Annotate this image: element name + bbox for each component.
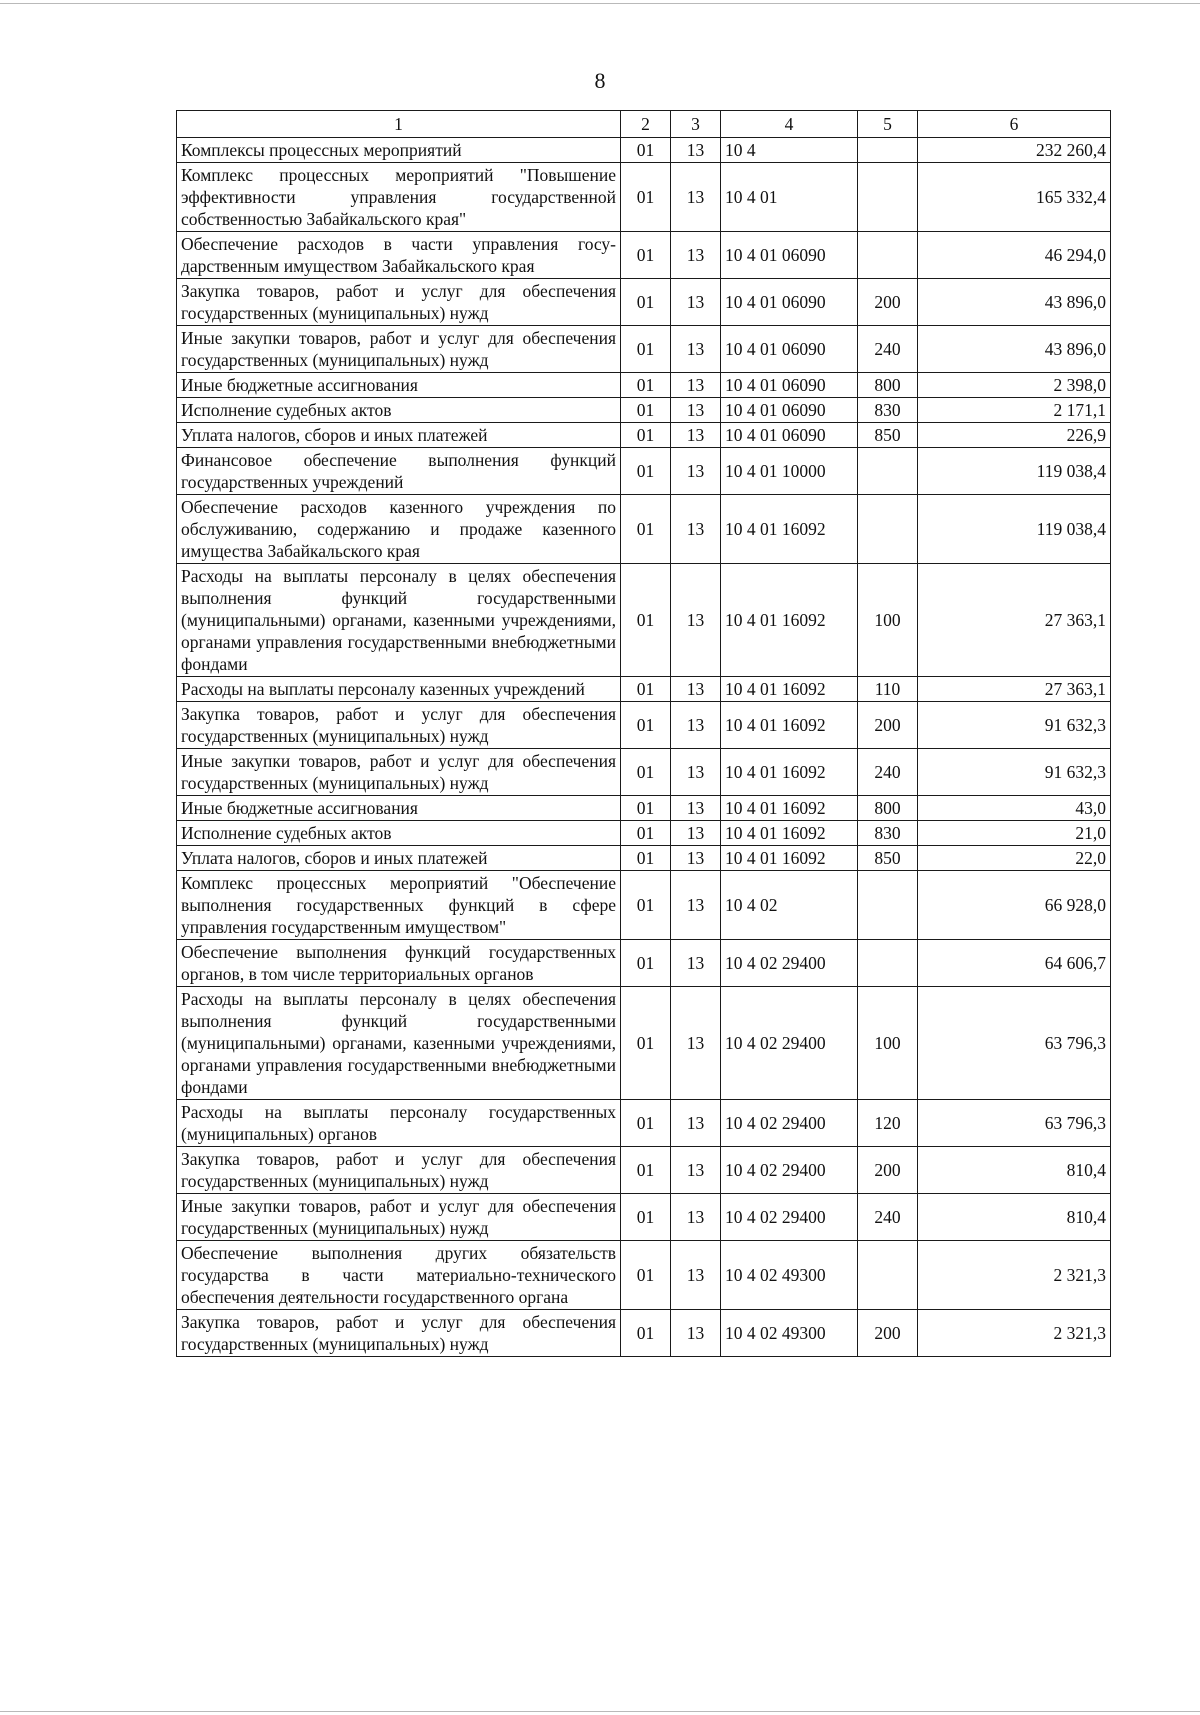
row-amount: 43 896,0 <box>918 279 1111 326</box>
row-target-article: 10 4 01 06090 <box>721 326 858 373</box>
row-description: Закупка товаров, работ и услуг для обеспечения государственных (муниципальных) нужд <box>177 702 621 749</box>
row-section-code: 01 <box>621 677 671 702</box>
table-row <box>177 495 1111 564</box>
row-description: Иные закупки товаров, работ и услуг для обеспечения государственных (муниципальных) нужд <box>177 749 621 796</box>
row-target-article: 10 4 01 16092 <box>721 564 858 677</box>
row-description: Уплата налогов, сборов и иных платежей <box>177 423 621 448</box>
row-section-code: 01 <box>621 138 671 163</box>
row-expense-type: 200 <box>858 279 918 326</box>
row-description: Финансовое обеспечение выполнения функций государственных учреждений <box>177 448 621 495</box>
row-description: Закупка товаров, работ и услуг для обеспечения государственных (муниципальных) нужд <box>177 1147 621 1194</box>
row-amount: 2 171,1 <box>918 398 1111 423</box>
row-target-article: 10 4 02 49300 <box>721 1241 858 1310</box>
row-amount: 119 038,4 <box>918 448 1111 495</box>
row-expense-type <box>858 1241 918 1310</box>
row-section-code: 01 <box>621 564 671 677</box>
row-subsection-code: 13 <box>671 163 721 232</box>
table-row <box>177 987 1111 1100</box>
table-row <box>177 940 1111 987</box>
table-row <box>177 448 1111 495</box>
row-description: Иные закупки товаров, работ и услуг для обеспечения государственных (муниципальных) нужд <box>177 326 621 373</box>
row-subsection-code: 13 <box>671 232 721 279</box>
table-row <box>177 1147 1111 1194</box>
header-col-2: 2 <box>621 111 671 138</box>
row-target-article: 10 4 01 16092 <box>721 846 858 871</box>
row-section-code: 01 <box>621 1241 671 1310</box>
row-amount: 27 363,1 <box>918 564 1111 677</box>
row-amount: 66 928,0 <box>918 871 1111 940</box>
row-description: Комплексы процессных мероприятий <box>177 138 621 163</box>
row-description: Комплекс процессных мероприятий "Повышение эффективности управления государственной собственностью Забайкальского края" <box>177 163 621 232</box>
row-description: Расходы на выплаты персоналу государственных (муниципальных) органов <box>177 1100 621 1147</box>
table-row <box>177 1241 1111 1310</box>
row-target-article: 10 4 01 16092 <box>721 677 858 702</box>
row-target-article: 10 4 01 06090 <box>721 232 858 279</box>
row-expense-type: 830 <box>858 398 918 423</box>
row-expense-type: 200 <box>858 1147 918 1194</box>
row-description: Расходы на выплаты персоналу в целях обеспечения выполнения функций государственными (муниципальными) органами, казенными учреждениями, органами управления государственными внебюджетными фондами <box>177 987 621 1100</box>
row-description: Обеспечение выполнения других обязательств государства в части материально-технического обеспечения деятельности государственного органа <box>177 1241 621 1310</box>
row-expense-type: 850 <box>858 423 918 448</box>
row-description: Обеспечение расходов в части управления государственным имуществом Забайкальского края <box>177 232 621 279</box>
row-description: Иные закупки товаров, работ и услуг для обеспечения государственных (муниципальных) нужд <box>177 1194 621 1241</box>
row-amount: 21,0 <box>918 821 1111 846</box>
row-section-code: 01 <box>621 163 671 232</box>
row-target-article: 10 4 02 29400 <box>721 940 858 987</box>
row-expense-type: 200 <box>858 702 918 749</box>
row-target-article: 10 4 02 29400 <box>721 1147 858 1194</box>
table-row <box>177 871 1111 940</box>
table-row <box>177 138 1111 163</box>
row-section-code: 01 <box>621 1147 671 1194</box>
row-subsection-code: 13 <box>671 279 721 326</box>
row-section-code: 01 <box>621 846 671 871</box>
row-expense-type: 800 <box>858 373 918 398</box>
row-expense-type <box>858 871 918 940</box>
row-expense-type: 240 <box>858 326 918 373</box>
row-expense-type <box>858 232 918 279</box>
row-target-article: 10 4 01 06090 <box>721 398 858 423</box>
row-subsection-code: 13 <box>671 564 721 677</box>
row-amount: 165 332,4 <box>918 163 1111 232</box>
row-expense-type <box>858 448 918 495</box>
row-target-article: 10 4 01 16092 <box>721 796 858 821</box>
row-target-article: 10 4 02 49300 <box>721 1310 858 1357</box>
row-description: Комплекс процессных мероприятий "Обеспечение выполнения государственных функций в сфере управления государственным имуществом" <box>177 871 621 940</box>
row-section-code: 01 <box>621 987 671 1100</box>
header-col-6: 6 <box>918 111 1111 138</box>
row-expense-type: 200 <box>858 1310 918 1357</box>
header-col-5: 5 <box>858 111 918 138</box>
row-amount: 91 632,3 <box>918 749 1111 796</box>
row-amount: 810,4 <box>918 1194 1111 1241</box>
table-row <box>177 796 1111 821</box>
table-row <box>177 232 1111 279</box>
table-row <box>177 702 1111 749</box>
row-amount: 119 038,4 <box>918 495 1111 564</box>
row-subsection-code: 13 <box>671 846 721 871</box>
table-header <box>177 111 1111 138</box>
scan-edge-top <box>0 3 1200 4</box>
scan-edge-bottom <box>0 1711 1200 1712</box>
row-target-article: 10 4 01 16092 <box>721 821 858 846</box>
row-target-article: 10 4 02 29400 <box>721 1194 858 1241</box>
table-row <box>177 423 1111 448</box>
row-amount: 63 796,3 <box>918 987 1111 1100</box>
row-target-article: 10 4 02 29400 <box>721 1100 858 1147</box>
row-amount: 91 632,3 <box>918 702 1111 749</box>
row-target-article: 10 4 01 06090 <box>721 279 858 326</box>
row-subsection-code: 13 <box>671 1310 721 1357</box>
row-expense-type: 100 <box>858 564 918 677</box>
row-description: Исполнение судебных актов <box>177 821 621 846</box>
row-amount: 63 796,3 <box>918 1100 1111 1147</box>
row-subsection-code: 13 <box>671 987 721 1100</box>
budget-table <box>176 110 1111 1357</box>
row-expense-type <box>858 138 918 163</box>
table-row <box>177 846 1111 871</box>
row-amount: 810,4 <box>918 1147 1111 1194</box>
row-target-article: 10 4 <box>721 138 858 163</box>
row-subsection-code: 13 <box>671 749 721 796</box>
table-row <box>177 279 1111 326</box>
row-section-code: 01 <box>621 1100 671 1147</box>
row-subsection-code: 13 <box>671 398 721 423</box>
row-subsection-code: 13 <box>671 495 721 564</box>
header-row <box>177 111 1111 138</box>
header-col-3: 3 <box>671 111 721 138</box>
row-subsection-code: 13 <box>671 677 721 702</box>
row-subsection-code: 13 <box>671 871 721 940</box>
table-row <box>177 749 1111 796</box>
row-expense-type: 120 <box>858 1100 918 1147</box>
row-target-article: 10 4 02 <box>721 871 858 940</box>
row-subsection-code: 13 <box>671 138 721 163</box>
header-col-1: 1 <box>177 111 621 138</box>
row-section-code: 01 <box>621 1194 671 1241</box>
row-subsection-code: 13 <box>671 326 721 373</box>
row-description: Закупка товаров, работ и услуг для обеспечения государственных (муниципальных) нужд <box>177 279 621 326</box>
row-section-code: 01 <box>621 940 671 987</box>
page-number: 8 <box>594 68 606 93</box>
row-target-article: 10 4 01 <box>721 163 858 232</box>
row-section-code: 01 <box>621 796 671 821</box>
table-row <box>177 1194 1111 1241</box>
row-section-code: 01 <box>621 871 671 940</box>
row-expense-type: 240 <box>858 1194 918 1241</box>
row-expense-type: 850 <box>858 846 918 871</box>
row-subsection-code: 13 <box>671 796 721 821</box>
row-description: Расходы на выплаты персоналу в целях обеспечения выполнения функций государственными (муниципальными) органами, казенными учреждениями, органами управления государственными внебюджетными фондами <box>177 564 621 677</box>
row-amount: 43,0 <box>918 796 1111 821</box>
table-row <box>177 564 1111 677</box>
table-row <box>177 373 1111 398</box>
row-expense-type: 100 <box>858 987 918 1100</box>
row-amount: 226,9 <box>918 423 1111 448</box>
table-row <box>177 1100 1111 1147</box>
row-description: Уплата налогов, сборов и иных платежей <box>177 846 621 871</box>
table-row <box>177 326 1111 373</box>
table-row <box>177 1310 1111 1357</box>
row-description: Иные бюджетные ассигнования <box>177 796 621 821</box>
row-target-article: 10 4 01 16092 <box>721 749 858 796</box>
row-amount: 2 398,0 <box>918 373 1111 398</box>
row-amount: 64 606,7 <box>918 940 1111 987</box>
row-amount: 46 294,0 <box>918 232 1111 279</box>
row-section-code: 01 <box>621 749 671 796</box>
row-description: Иные бюджетные ассигнования <box>177 373 621 398</box>
row-expense-type <box>858 163 918 232</box>
row-section-code: 01 <box>621 1310 671 1357</box>
row-subsection-code: 13 <box>671 1100 721 1147</box>
row-subsection-code: 13 <box>671 940 721 987</box>
row-expense-type: 240 <box>858 749 918 796</box>
row-subsection-code: 13 <box>671 423 721 448</box>
row-expense-type <box>858 495 918 564</box>
row-amount: 22,0 <box>918 846 1111 871</box>
row-amount: 232 260,4 <box>918 138 1111 163</box>
row-target-article: 10 4 01 06090 <box>721 373 858 398</box>
row-description: Обеспечение расходов казенного учреждения по обслуживанию, содержанию и продаже казенного имущества Забайкальского края <box>177 495 621 564</box>
table-row <box>177 398 1111 423</box>
table-row <box>177 163 1111 232</box>
row-expense-type: 110 <box>858 677 918 702</box>
table-row <box>177 821 1111 846</box>
row-section-code: 01 <box>621 423 671 448</box>
row-target-article: 10 4 01 16092 <box>721 495 858 564</box>
row-expense-type: 800 <box>858 796 918 821</box>
row-description: Расходы на выплаты персоналу казенных учреждений <box>177 677 621 702</box>
row-section-code: 01 <box>621 495 671 564</box>
row-section-code: 01 <box>621 326 671 373</box>
row-target-article: 10 4 01 06090 <box>721 423 858 448</box>
row-section-code: 01 <box>621 448 671 495</box>
row-amount: 2 321,3 <box>918 1310 1111 1357</box>
row-amount: 43 896,0 <box>918 326 1111 373</box>
row-amount: 2 321,3 <box>918 1241 1111 1310</box>
row-subsection-code: 13 <box>671 373 721 398</box>
header-col-4: 4 <box>721 111 858 138</box>
row-section-code: 01 <box>621 398 671 423</box>
row-subsection-code: 13 <box>671 1147 721 1194</box>
row-subsection-code: 13 <box>671 821 721 846</box>
row-section-code: 01 <box>621 702 671 749</box>
row-target-article: 10 4 01 16092 <box>721 702 858 749</box>
row-description: Закупка товаров, работ и услуг для обеспечения государственных (муниципальных) нужд <box>177 1310 621 1357</box>
row-section-code: 01 <box>621 373 671 398</box>
row-target-article: 10 4 02 29400 <box>721 987 858 1100</box>
row-expense-type <box>858 940 918 987</box>
row-subsection-code: 13 <box>671 1241 721 1310</box>
row-subsection-code: 13 <box>671 702 721 749</box>
row-section-code: 01 <box>621 279 671 326</box>
row-amount: 27 363,1 <box>918 677 1111 702</box>
row-subsection-code: 13 <box>671 1194 721 1241</box>
table-row <box>177 677 1111 702</box>
row-expense-type: 830 <box>858 821 918 846</box>
row-section-code: 01 <box>621 821 671 846</box>
table-body <box>177 138 1111 1357</box>
row-section-code: 01 <box>621 232 671 279</box>
row-description: Исполнение судебных актов <box>177 398 621 423</box>
row-description: Обеспечение выполнения функций государственных органов, в том числе территориальных органов <box>177 940 621 987</box>
row-subsection-code: 13 <box>671 448 721 495</box>
row-target-article: 10 4 01 10000 <box>721 448 858 495</box>
